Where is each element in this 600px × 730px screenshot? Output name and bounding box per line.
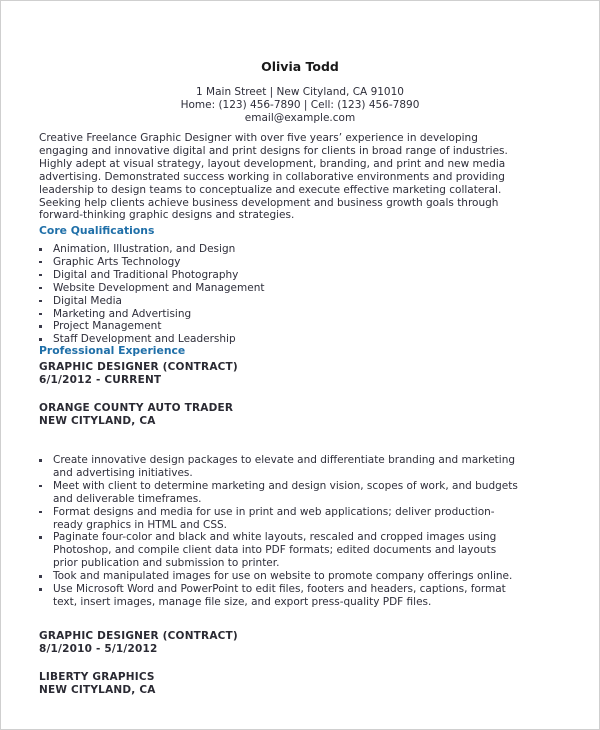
contact-info [1, 86, 599, 125]
company-name: ORANGE COUNTY AUTO TRADER [39, 402, 234, 414]
duty-line: prior publication and submission to printer. [53, 557, 280, 570]
summary-line: forward-thinking graphic designs and strategies. [39, 209, 295, 222]
list-item: Digital Media [37, 295, 264, 308]
summary-line: Highly adept at visual strategy, layout development, branding, and print and new media [39, 157, 506, 170]
list-item [37, 506, 518, 532]
phone-numbers: Home: (123) 456-7890 | Cell: (123) 456-7890 [180, 99, 420, 111]
summary-line: leadership to design teams to conceptualize and execute effective marketing collateral. [39, 183, 502, 196]
list-item: Website Development and Management [37, 282, 264, 295]
job-dates: 6/1/2012 - CURRENT [39, 374, 162, 386]
employer-info [39, 671, 156, 697]
duty-line: Format designs and media for use in print and web applications; deliver production- [53, 505, 495, 518]
employer-info [39, 402, 233, 428]
duty-line: Meet with client to determine marketing and design vision, scopes of work, and budgets [53, 479, 518, 492]
job-title: GRAPHIC DESIGNER (CONTRACT) [39, 630, 238, 642]
professional-experience-heading: Professional Experience [39, 344, 186, 357]
job-header [39, 361, 238, 387]
company-location: NEW CITYLAND, CA [39, 684, 156, 696]
candidate-name: Olivia Todd [261, 59, 339, 74]
professional-summary [39, 132, 579, 222]
address: 1 Main Street | New Cityland, CA 91010 [196, 86, 404, 98]
duty-line: text, insert images, manage file size, and export press-quality PDF files. [53, 595, 432, 608]
summary-line: Creative Freelance Graphic Designer with over five years’ experience in developing [39, 132, 478, 144]
core-qualifications-list [37, 243, 264, 346]
summary-line: Seeking help clients achieve business development and business growth goals through [39, 196, 499, 209]
company-location: NEW CITYLAND, CA [39, 415, 156, 427]
company-name: LIBERTY GRAPHICS [39, 671, 155, 683]
job-title: GRAPHIC DESIGNER (CONTRACT) [39, 361, 238, 373]
duty-line: and advertising initiatives. [53, 466, 193, 479]
duty-line: Use Microsoft Word and PowerPoint to edit files, footers and headers, captions, format [53, 583, 506, 596]
duty-line: Paginate four-color and black and white layouts, rescaled and cropped images using [53, 531, 497, 544]
list-item [37, 454, 518, 480]
list-item: Staff Development and Leadership [37, 333, 264, 346]
duty-line: Photoshop, and compile client data into PDF formats; edited documents and layouts [53, 544, 497, 557]
list-item [37, 480, 518, 506]
summary-line: advertising. Demonstrated success working in collaborative environments and providing [39, 170, 505, 183]
duty-line: Took and manipulated images for use on website to promote company offerings online. [53, 570, 513, 583]
duty-line: and deliverable timeframes. [53, 492, 202, 505]
list-item: Digital and Traditional Photography [37, 269, 264, 282]
list-item: Project Management [37, 320, 264, 333]
list-item: Animation, Illustration, and Design [37, 243, 264, 256]
duty-line: Create innovative design packages to elevate and differentiate branding and marketing [53, 454, 516, 466]
job-header [39, 630, 238, 656]
list-item [37, 583, 518, 609]
core-qualifications-heading: Core Qualifications [39, 224, 155, 237]
email: email@example.com [244, 112, 356, 124]
duty-line: ready graphics in HTML and CSS. [53, 518, 227, 531]
list-item: Marketing and Advertising [37, 308, 264, 321]
list-item [37, 531, 518, 570]
list-item: Graphic Arts Technology [37, 256, 264, 269]
job-dates: 8/1/2010 - 5/1/2012 [39, 643, 158, 655]
list-item [37, 570, 518, 583]
summary-line: engaging and innovative digital and print designs for clients in broad range of industries. [39, 144, 508, 157]
job-duties-list [37, 454, 518, 609]
